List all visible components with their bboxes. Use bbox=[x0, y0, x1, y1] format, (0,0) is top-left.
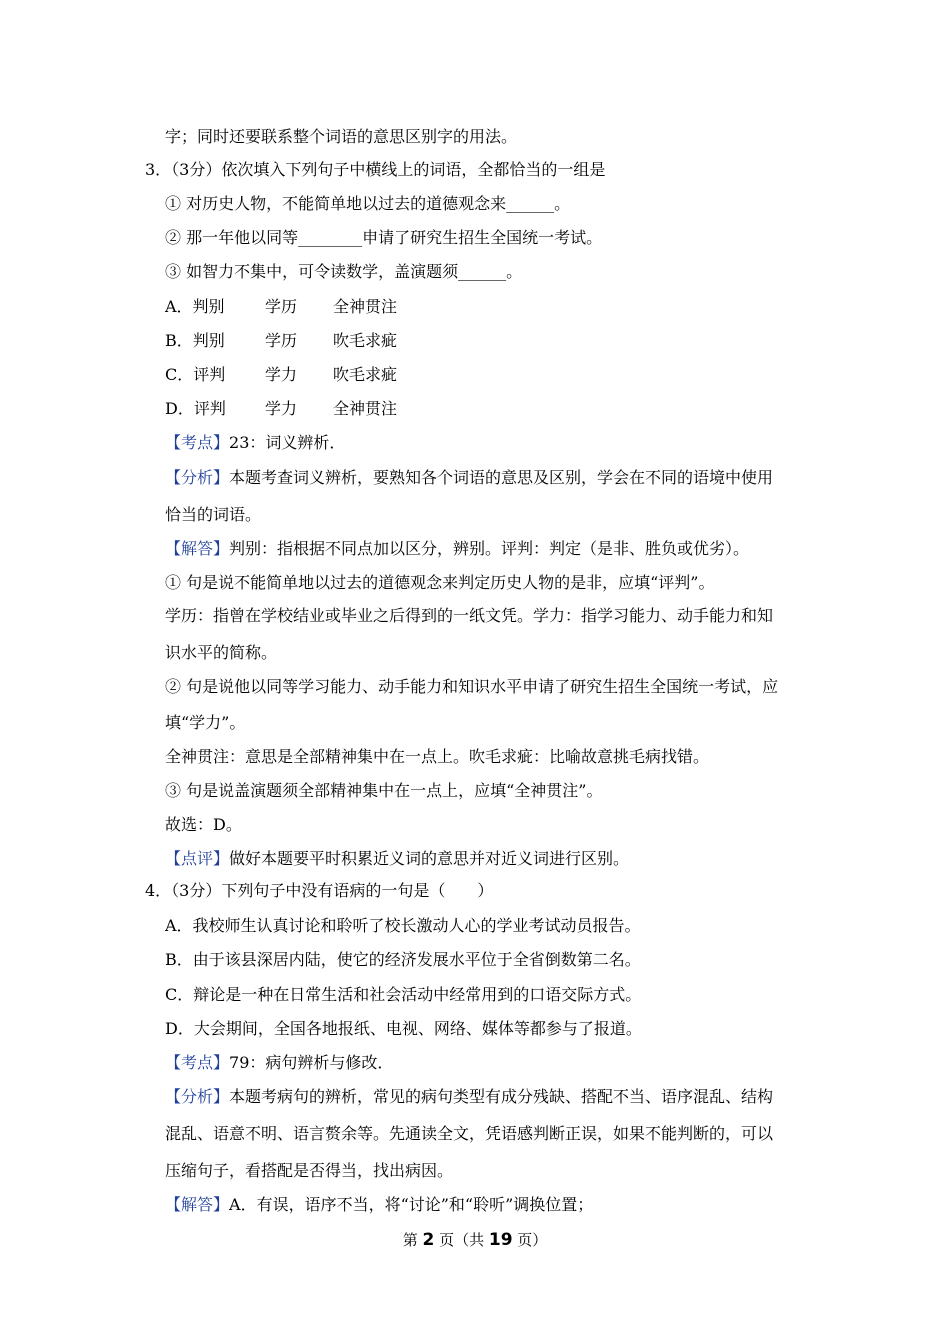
q4-option-a: A．我校师生认真讨论和聆听了校长激动人心的学业考试动员报告。 bbox=[165, 916, 641, 935]
option-word-2: 学力 bbox=[265, 365, 298, 384]
q4-stem: 4．（3分）下列句子中没有语病的一句是（ ） bbox=[145, 881, 494, 900]
dianping-text: 做好本题要平时积累近义词的意思并对近义词进行区别。 bbox=[229, 849, 630, 868]
jieda-text: 判别：指根据不同点加以区分，辨别。评判：判定（是非、胜负或优劣）。 bbox=[229, 539, 750, 558]
q3-jieda-line: ③ 句是说盖演题须全部精神集中在一点上，应填“全神贯注”。 bbox=[165, 781, 603, 800]
page-footer bbox=[0, 1230, 950, 1250]
q3-sentence-1: ① 对历史人物，不能简单地以过去的道德观念来______。 bbox=[165, 194, 571, 213]
fenxi-text: 本题考查词义辨析，要熟知各个词语的意思及区别，学会在不同的语境中使用 bbox=[229, 468, 774, 487]
q3-answer: 故选：D。 bbox=[165, 815, 242, 834]
q4-option-c: C．辩论是一种在日常生活和社会活动中经常用到的口语交际方式。 bbox=[165, 985, 642, 1004]
option-label: B．判别 bbox=[165, 331, 225, 350]
q4-fenxi-cont: 压缩句子，看搭配是否得当，找出病因。 bbox=[165, 1161, 454, 1180]
footer-mid: 页（共 bbox=[434, 1231, 489, 1249]
option-label: C．评判 bbox=[165, 365, 226, 384]
q3-jieda-line: 学历：指曾在学校结业或毕业之后得到的一纸文凭。学力：指学习能力、动手能力和知 bbox=[165, 606, 774, 625]
q3-jieda-line: 全神贯注：意思是全部精神集中在一点上。吹毛求疵：比喻故意挑毛病找错。 bbox=[165, 747, 710, 766]
footer-pre: 第 bbox=[402, 1231, 423, 1249]
q3-option-a bbox=[165, 297, 950, 317]
jieda-tag: 【解答】 bbox=[165, 539, 230, 558]
q3-jieda-line: ② 句是说他以同等学习能力、动手能力和知识水平申请了研究生招生全国统一考试，应 bbox=[165, 677, 779, 696]
q3-option-d bbox=[165, 399, 950, 419]
option-word-3: 吹毛求疵 bbox=[333, 365, 398, 384]
q3-option-b bbox=[165, 331, 950, 351]
q3-option-c bbox=[165, 365, 950, 385]
q3-jieda-line: ① 句是说不能简单地以过去的道德观念来判定历史人物的是非，应填“评判”。 bbox=[165, 573, 715, 592]
option-word-2: 学历 bbox=[265, 297, 298, 316]
q3-jieda-line: 填“学力”。 bbox=[165, 713, 246, 732]
option-word-2: 学力 bbox=[265, 399, 298, 418]
kaodian-text: 79：病句辨析与修改． bbox=[229, 1053, 394, 1072]
q4-fenxi bbox=[165, 1087, 950, 1107]
footer-post: 页） bbox=[512, 1231, 548, 1249]
q4-jieda bbox=[165, 1195, 950, 1215]
kaodian-tag: 【考点】 bbox=[165, 1053, 230, 1072]
page-number: 2 bbox=[422, 1230, 435, 1250]
q4-kaodian bbox=[165, 1053, 950, 1073]
intro-line: 字；同时还要联系整个词语的意思区别字的用法。 bbox=[165, 127, 518, 146]
option-word-3: 全神贯注 bbox=[333, 297, 398, 316]
option-word-2: 学历 bbox=[265, 331, 298, 350]
jieda-tag: 【解答】 bbox=[165, 1195, 230, 1214]
fenxi-tag: 【分析】 bbox=[165, 1087, 230, 1106]
q3-fenxi bbox=[165, 468, 950, 488]
page-total: 19 bbox=[488, 1230, 513, 1250]
kaodian-text: 23：词义辨析． bbox=[229, 433, 346, 452]
option-label: D．评判 bbox=[165, 399, 226, 418]
q3-jieda bbox=[165, 539, 950, 559]
option-word-3: 全神贯注 bbox=[333, 399, 398, 418]
option-word-3: 吹毛求疵 bbox=[333, 331, 398, 350]
q3-fenxi-cont: 恰当的词语。 bbox=[165, 505, 262, 524]
q3-dianping bbox=[165, 849, 950, 869]
q4-option-d: D．大会期间，全国各地报纸、电视、网络、媒体等都参与了报道。 bbox=[165, 1019, 642, 1038]
fenxi-text: 本题考病句的辨析，常见的病句类型有成分残缺、搭配不当、语序混乱、结构 bbox=[229, 1087, 774, 1106]
dianping-tag: 【点评】 bbox=[165, 849, 230, 868]
option-label: A．判别 bbox=[165, 297, 225, 316]
q3-stem: 3．（3分）依次填入下列句子中横线上的词语，全都恰当的一组是 bbox=[145, 160, 606, 179]
q3-sentence-3: ③ 如智力不集中，可令读数学，盖演题须______。 bbox=[165, 262, 523, 281]
q3-jieda-line: 识水平的简称。 bbox=[165, 643, 278, 662]
q3-sentence-2: ② 那一年他以同等________申请了研究生招生全国统一考试。 bbox=[165, 228, 603, 247]
kaodian-tag: 【考点】 bbox=[165, 433, 230, 452]
q4-fenxi-cont: 混乱、语意不明、语言赘余等。先通读全文，凭语感判断正误，如果不能判断的，可以 bbox=[165, 1124, 774, 1143]
q3-kaodian bbox=[165, 433, 950, 453]
q4-option-b: B．由于该县深居内陆，使它的经济发展水平位于全省倒数第二名。 bbox=[165, 950, 641, 969]
jieda-text: A．有误，语序不当，将“讨论”和“聆听”调换位置； bbox=[229, 1195, 594, 1214]
fenxi-tag: 【分析】 bbox=[165, 468, 230, 487]
